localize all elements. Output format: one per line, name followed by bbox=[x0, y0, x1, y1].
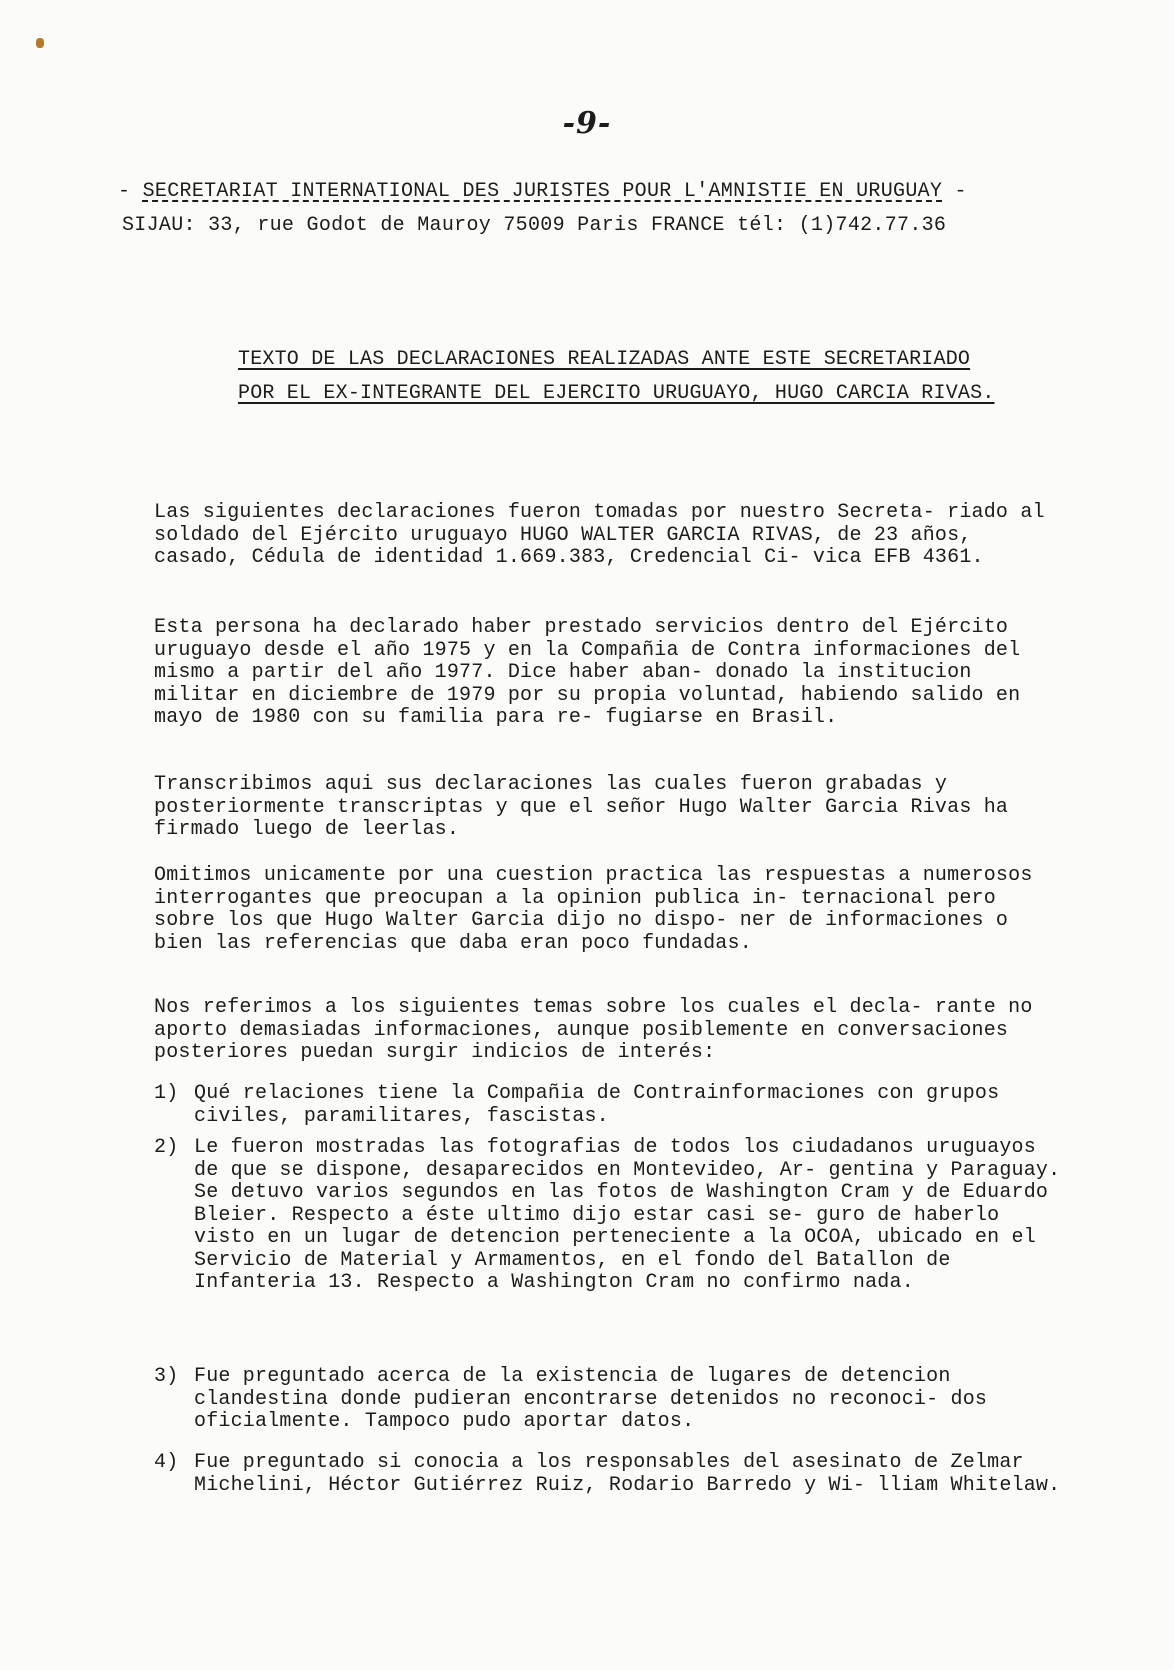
list-item-number: 2) bbox=[154, 1136, 179, 1159]
list-item bbox=[154, 1137, 1064, 1295]
title-line-2-text: POR EL EX-INTEGRANTE DEL EJERCITO URUGUAYO, HUGO CARCIA RIVAS. bbox=[238, 382, 995, 405]
list-item bbox=[154, 1083, 1064, 1128]
header-prefix: - bbox=[118, 180, 143, 203]
paragraph-transcription: Transcribimos aqui sus declaraciones las cuales fueron grabadas y posteriormente transcriptas y que el señor Hugo Walter Garcia Rivas ha firmado luego de leerlas. bbox=[154, 773, 1009, 841]
paragraph-topics: Nos referimos a los siguientes temas sobre los cuales el decla- rante no aporto demasiadas informaciones, aunque posiblemente en conversaciones posteriores puedan surgir indicios de interés: bbox=[154, 996, 1033, 1064]
list-item-number: 1) bbox=[154, 1082, 179, 1105]
list-item-text: Fue preguntado acerca de la existencia de lugares de detencion clandestina donde pudieran encontrarse detenidos no reconoci- dos oficialmente. Tampoco pudo aportar datos. bbox=[194, 1365, 988, 1433]
list-item-number: 3) bbox=[154, 1365, 179, 1388]
page-number: -9- bbox=[562, 106, 612, 141]
title-line-1-text: TEXTO DE LAS DECLARACIONES REALIZADAS ANTE ESTE SECRETARIADO bbox=[238, 348, 971, 371]
list-item-text: Le fueron mostradas las fotografias de todos los ciudadanos uruguayos de que se dispone, desaparecidos en Montevideo, Ar- gentina y Paraguay. bbox=[194, 1136, 1061, 1182]
paragraph-omissions: Omitimos unicamente por una cuestion practica las respuestas a numerosos interrogantes que preocupan a la opinion publica in- ternacional pero sobre los que Hugo Walter Garcia dijo no dispo- ner de informaciones o bien las referencias que daba eran poco fundadas. bbox=[154, 864, 1033, 955]
document-title-line-2 bbox=[238, 382, 995, 405]
paragraph-intro: Las siguientes declaraciones fueron tomadas por nuestro Secreta- riado al soldado del Ejército uruguayo HUGO WALTER GARCIA RIVAS, de 23 años, casado, Cédula de identidad 1.669.383, Credencial Ci- vica EFB 4361. bbox=[154, 501, 1045, 569]
list-item bbox=[154, 1366, 1064, 1434]
header-organization-name: SECRETARIAT INTERNATIONAL DES JURISTES POUR L'AMNISTIE EN URUGUAY bbox=[142, 180, 943, 203]
list-item-text: Fue preguntado si conocia a los responsables del asesinato de Zelmar Michelini, Héctor Gutiérrez Ruiz, Rodario Barredo y Wi- lliam Whitelaw. bbox=[194, 1451, 1061, 1497]
header-organization bbox=[118, 180, 967, 203]
list-item bbox=[154, 1452, 1064, 1497]
list-item-text: Qué relaciones tiene la Compañia de Contrainformaciones con grupos civiles, paramilitares, fascistas. bbox=[194, 1082, 1000, 1128]
header-address: SIJAU: 33, rue Godot de Mauroy 75009 Paris FRANCE tél: (1)742.77.36 bbox=[122, 214, 947, 237]
header-suffix: - bbox=[942, 180, 967, 203]
list-item-text-continued: Se detuvo varios segundos en las fotos de Washington Cram y de Eduardo Bleier. Respecto a éste ultimo dijo estar casi se- guro de haberlo visto en un lugar de detencion perteneciente a la OCOA, ubicado en el Servicio de Material y Armamentos, en el fondo del Batallon de Infanteria 13. Respecto a Washington Cram no confirmo nada. bbox=[194, 1181, 1049, 1294]
list-item-number: 4) bbox=[154, 1451, 179, 1474]
document-title-line-1 bbox=[238, 348, 970, 371]
stain-mark bbox=[36, 38, 44, 48]
list-item-body bbox=[194, 1137, 1064, 1295]
paragraph-service: Esta persona ha declarado haber prestado servicios dentro del Ejército uruguayo desde el año 1975 y en la Compañia de Contra informaciones del mismo a partir del año 1977. Dice haber aban- donado la institucion militar en diciembre de 1979 por su propia voluntad, habiendo salido en mayo de 1980 con su familia para re- fugiarse en Brasil. bbox=[154, 616, 1021, 729]
